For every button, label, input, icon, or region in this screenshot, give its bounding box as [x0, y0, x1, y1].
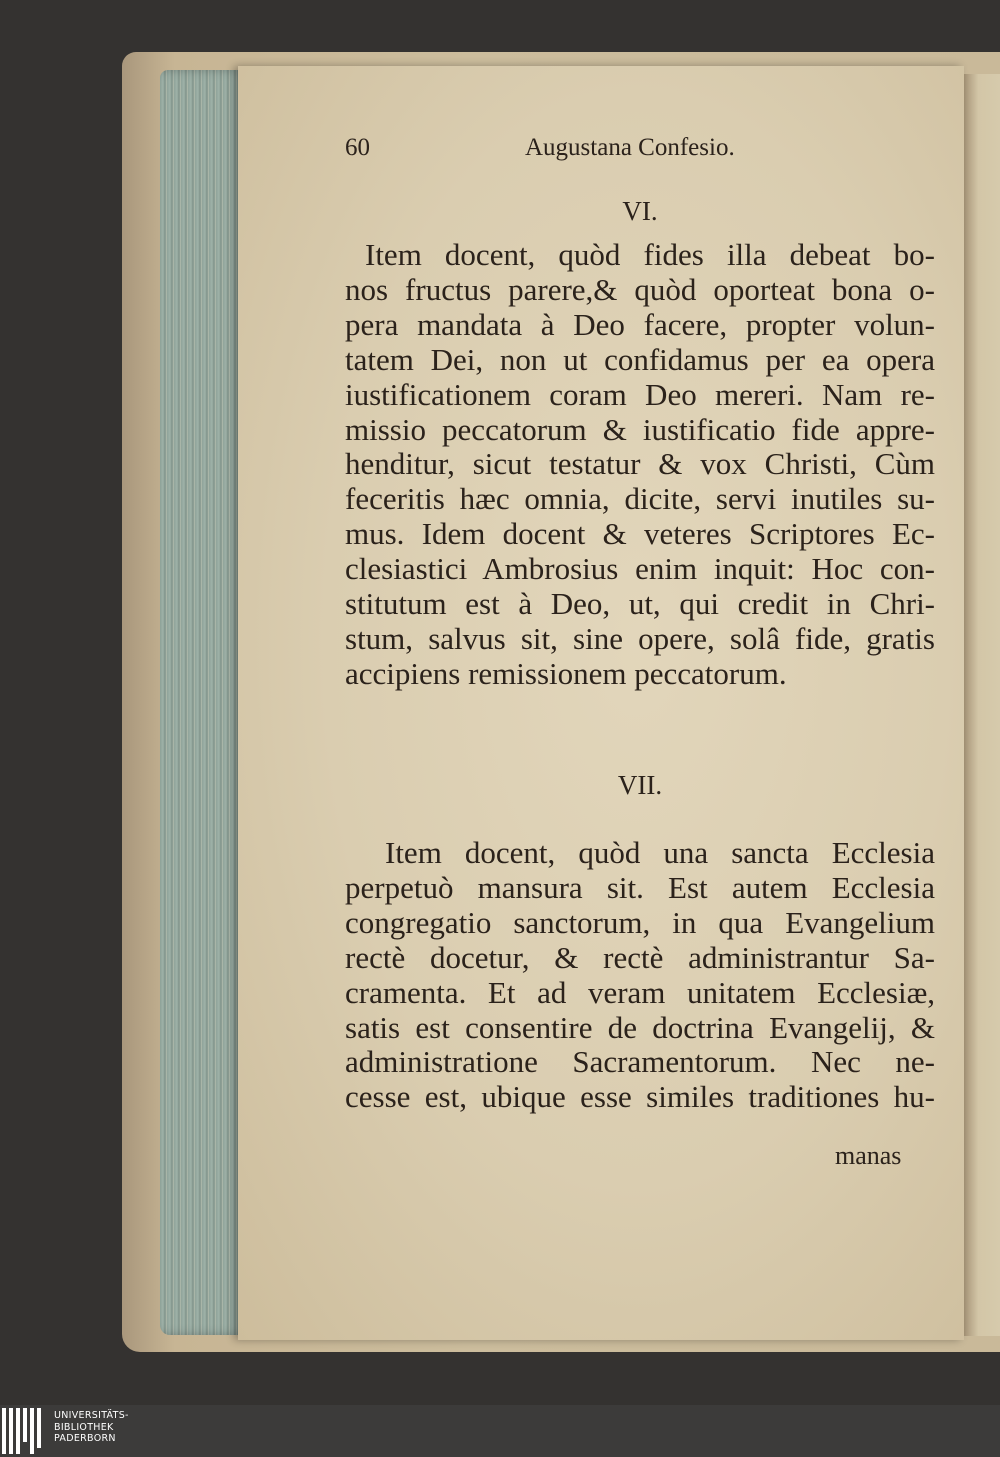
text-line: Item docent, quòd una sancta Ecclesia	[385, 835, 935, 870]
running-title: Augustana Confesio.	[525, 134, 735, 161]
footer-bar	[0, 1405, 1000, 1457]
text-line: missio peccatorum & iustificatio fide appre-	[345, 411, 935, 447]
library-name	[54, 1410, 129, 1445]
text-line: nos fructus parere,& quòd oporteat bona o-	[345, 271, 935, 307]
facing-page	[964, 74, 1000, 1336]
text-line: Item docent, quòd fides illa debeat bo-	[365, 237, 935, 272]
text-line: administratione Sacramentorum. Nec ne-	[345, 1044, 935, 1080]
text-line: satis est consentire de doctrina Evangelij, &	[345, 1009, 935, 1045]
text-line: congregatio sanctorum, in qua Evangelium	[345, 904, 935, 940]
text-line: cramenta. Et ad veram unitatem Ecclesiæ,	[345, 974, 935, 1010]
text-line: stum, salvus sit, sine opere, solâ fide, gratis	[345, 620, 935, 656]
text-line: tatem Dei, non ut confidamus per ea opera	[345, 341, 935, 377]
text-line: clesiastici Ambrosius enim inquit: Hoc con-	[345, 551, 935, 587]
library-logo-icon	[2, 1408, 46, 1454]
text-line: cesse est, ubique esse similes traditiones hu-	[345, 1079, 935, 1115]
text-line: pera mandata à Deo facere, propter volun-	[345, 306, 935, 342]
library-name-line: PADERBORN	[54, 1433, 116, 1444]
catchword: manas	[835, 1141, 902, 1170]
text-line: perpetuò mansura sit. Est autem Ecclesia	[345, 869, 935, 905]
text-line: henditur, sicut testatur & vox Christi, Cùm	[345, 446, 935, 482]
library-name-line: UNIVERSITÄTS-	[54, 1410, 129, 1421]
section-vi-text	[345, 238, 935, 692]
page-number: 60	[345, 134, 370, 161]
section-vii-text	[345, 836, 935, 1115]
text-line: mus. Idem docent & veteres Scriptores Ec-	[345, 516, 935, 552]
page-edges	[160, 70, 250, 1335]
library-name-line: BIBLIOTHEK	[54, 1421, 114, 1433]
text-line: accipiens remissionem peccatorum.	[345, 655, 787, 691]
text-line: feceritis hæc omnia, dicite, servi inutiles su-	[345, 481, 935, 517]
text-line: iustificationem coram Deo mereri. Nam re-	[345, 376, 935, 412]
text-line: stitutum est à Deo, ut, qui credit in Chri-	[345, 586, 935, 622]
section-heading-vi: VI.	[622, 196, 658, 226]
section-heading-vii: VII.	[617, 770, 663, 800]
text-line: rectè docetur, & rectè administrantur Sa-	[345, 939, 935, 975]
